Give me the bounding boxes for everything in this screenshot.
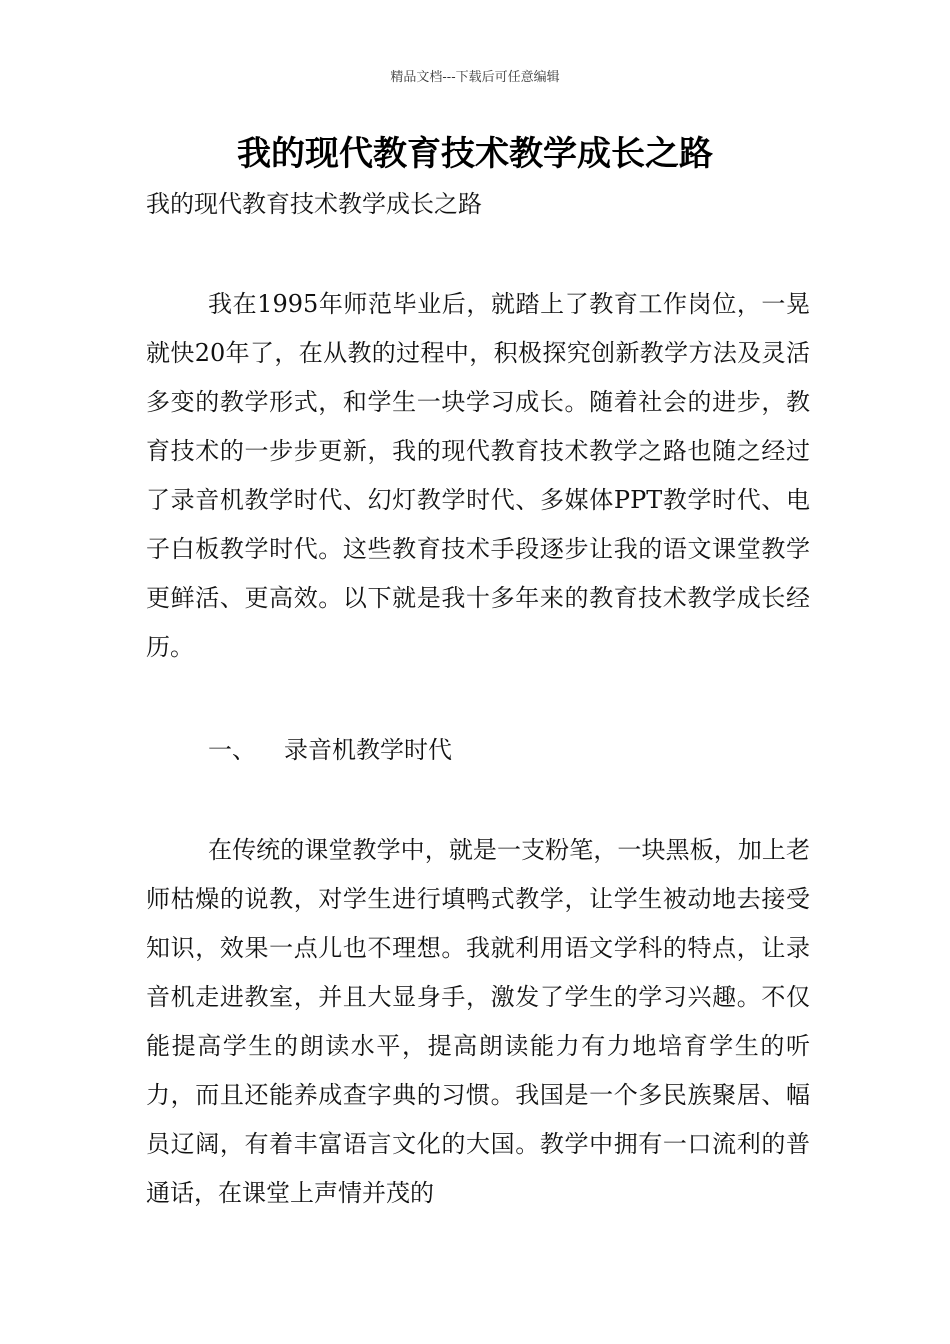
section-title: 录音机教学时代 <box>284 736 452 764</box>
document-title: 我的现代教育技术教学成长之路 <box>237 134 713 174</box>
section-number: 一、 <box>208 736 256 764</box>
paragraph-intro: 我在1995年师范毕业后，就踏上了教育工作岗位，一晃就快20年了，在从教的过程中，积极探究创新教学方法及灵活多变的教学形式，和学生一块学习成长。随着社会的进步，教育技术的一步步更新，我的现代教育技术教学之路也随之经过了录音机教学时代、幻灯教学时代、多媒体PPT教学时代、电子白板教学时代。这些教育技术手段逐步让我的语文课堂教学更鲜活、更高效。以下就是我十多年来的教育技术教学成长经历。 <box>146 290 810 661</box>
paragraph-section-1: 在传统的课堂教学中，就是一支粉笔，一块黑板，加上老师枯燥的说教，对学生进行填鸭式教学，让学生被动地去接受知识，效果一点儿也不理想。我就利用语文学科的特点，让录音机走进教室，并且大显身手，激发了学生的学习兴趣。不仅能提高学生的朗读水平，提高朗读能力有力地培育学生的听力，而且还能养成查字典的习惯。我国是一个多民族聚居、幅员辽阔，有着丰富语言文化的大国。教学中拥有一口流利的普通话，在课堂上声情并茂的 <box>146 836 810 1207</box>
section-heading <box>208 730 452 765</box>
document-subtitle: 我的现代教育技术教学成长之路 <box>146 190 482 218</box>
header-note: 精品文档---下载后可任意编辑 <box>390 70 560 85</box>
